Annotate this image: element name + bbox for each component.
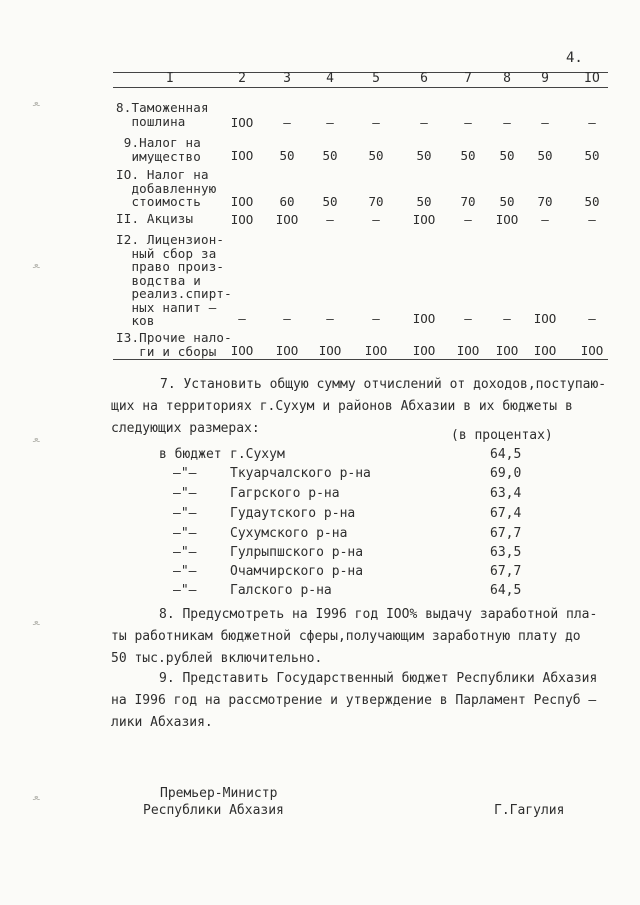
paragraph-9-line-3: лики Абхазия.: [111, 715, 213, 730]
list-item-value: 69,0: [490, 466, 522, 481]
table-cell: IOO: [275, 343, 299, 358]
table-cell: –: [372, 311, 380, 326]
list-item-prefix: –"–: [173, 506, 197, 521]
table-cell: IOO: [230, 148, 254, 163]
table-cell: –: [238, 311, 246, 326]
paragraph-7-line-3: следующих размерах:: [111, 421, 260, 436]
table-cell: 70: [460, 194, 476, 209]
table-cell: 70: [537, 194, 553, 209]
signatory-name: Г.Гагулия: [494, 803, 565, 818]
row-label: IO. Налог на добавленную стоимость: [116, 167, 217, 209]
list-item-value: 63,4: [490, 486, 522, 501]
list-item-prefix: –"–: [173, 545, 197, 560]
list-item-name: Сухумского р-на: [230, 526, 348, 541]
list-item-value: 67,7: [490, 526, 522, 541]
table-cell: IOO: [318, 343, 342, 358]
list-item-prefix: в бюджет: [159, 447, 222, 462]
margin-mark: ﻌ: [33, 96, 40, 109]
list-item-prefix: –"–: [173, 583, 197, 598]
table-cell: –: [588, 311, 596, 326]
column-header: 3: [283, 71, 291, 86]
table-cell: –: [588, 212, 596, 227]
table-cell: –: [464, 212, 472, 227]
row-label: II. Акцизы: [116, 211, 194, 226]
table-cell: –: [464, 115, 472, 130]
table-cell: IOO: [230, 212, 254, 227]
table-cell: –: [541, 212, 549, 227]
margin-mark: ﻌ: [33, 790, 40, 803]
table-cell: IOO: [412, 343, 436, 358]
list-item-value: 67,7: [490, 564, 522, 579]
list-item-value: 67,4: [490, 506, 522, 521]
table-cell: 50: [537, 148, 553, 163]
table-cell: IOO: [412, 212, 436, 227]
table-cell: IOO: [230, 194, 254, 209]
table-cell: –: [326, 311, 334, 326]
list-item-name: Гулрыпшского р-на: [230, 545, 364, 560]
table-cell: –: [464, 311, 472, 326]
column-header: 6: [420, 71, 428, 86]
paragraph-8-line-3: 50 тыс.рублей включительно.: [111, 651, 323, 666]
margin-mark: ﻌ: [33, 258, 40, 271]
table-cell: 50: [279, 148, 295, 163]
table-cell: IOO: [456, 343, 480, 358]
row-label: 8.Таможенная пошлина: [116, 100, 209, 129]
list-item-prefix: –"–: [173, 564, 197, 579]
column-header: 8: [503, 71, 511, 86]
table-cell: IOO: [580, 343, 604, 358]
table-cell: IOO: [364, 343, 388, 358]
table-cell: –: [541, 115, 549, 130]
margin-mark: ﻌ: [33, 615, 40, 628]
table-cell: 50: [460, 148, 476, 163]
table-cell: IOO: [495, 212, 519, 227]
list-item-name: Галского р-на: [230, 583, 332, 598]
row-label: 9.Налог на имущество: [123, 135, 201, 164]
table-cell: –: [372, 212, 380, 227]
table-cell: IOO: [275, 212, 299, 227]
signatory-title-line-1: Премьер-Министр: [160, 786, 278, 801]
column-header: 5: [372, 71, 380, 86]
unit-note: (в процентах): [451, 428, 553, 443]
column-header: I: [166, 71, 174, 86]
list-item-name: Ткуарчалского р-на: [230, 466, 371, 481]
list-item-value: 64,5: [490, 583, 522, 598]
table-cell: 50: [499, 148, 515, 163]
margin-mark: ﻌ: [33, 432, 40, 445]
table-cell: 70: [368, 194, 384, 209]
table-cell: –: [326, 115, 334, 130]
table-cell: IOO: [230, 343, 254, 358]
paragraph-7-line-1: 7. Установить общую сумму отчислений от доходов,поступаю-: [160, 377, 607, 392]
row-label: I2. Лицензион- ный сбор за право произ- водства и реализ.спирт- ных напит – ков: [116, 232, 232, 328]
list-item-name: г.Сухум: [230, 447, 285, 462]
table-cell: 50: [322, 194, 338, 209]
paragraph-9-line-1: 9. Представить Государственный бюджет Республики Абхазия: [159, 671, 598, 686]
table-cell: 50: [416, 148, 432, 163]
page-number: 4.: [566, 50, 583, 66]
table-cell: 50: [584, 194, 600, 209]
table-cell: IOO: [230, 115, 254, 130]
paragraph-9-line-2: на I996 год на рассмотрение и утверждение в Парламент Респуб –: [111, 693, 597, 708]
list-item-name: Очамчирского р-на: [230, 564, 364, 579]
paragraph-8-line-1: 8. Предусмотреть на I996 год IOO% выдачу заработной пла-: [159, 607, 598, 622]
list-item-prefix: –"–: [173, 466, 197, 481]
table-cell: 60: [279, 194, 295, 209]
list-item-prefix: –"–: [173, 526, 197, 541]
table-cell: IOO: [533, 343, 557, 358]
column-header: IO: [584, 71, 600, 86]
table-cell: 50: [368, 148, 384, 163]
table-bottom-rule: [113, 359, 608, 360]
table-cell: 50: [499, 194, 515, 209]
table-cell: IOO: [412, 311, 436, 326]
table-header-rule: [113, 87, 608, 88]
paragraph-8-line-2: ты работникам бюджетной сферы,получающим заработную плату до: [111, 629, 581, 644]
table-cell: –: [283, 311, 291, 326]
table-cell: 50: [416, 194, 432, 209]
list-item-name: Гудаутского р-на: [230, 506, 356, 521]
list-item-value: 63,5: [490, 545, 522, 560]
column-header: 7: [464, 71, 472, 86]
column-header: 4: [326, 71, 334, 86]
column-header: 9: [541, 71, 549, 86]
table-cell: IOO: [495, 343, 519, 358]
list-item-value: 64,5: [490, 447, 522, 462]
row-label: I3.Прочие нало- ги и сборы: [116, 330, 232, 359]
table-cell: 50: [322, 148, 338, 163]
table-cell: –: [420, 115, 428, 130]
list-item-name: Гагрского р-на: [230, 486, 340, 501]
list-item-prefix: –"–: [173, 486, 197, 501]
column-header: 2: [238, 71, 246, 86]
table-cell: –: [283, 115, 291, 130]
table-cell: –: [372, 115, 380, 130]
table-cell: IOO: [533, 311, 557, 326]
signatory-title-line-2: Республики Абхазия: [143, 803, 284, 818]
table-cell: –: [588, 115, 596, 130]
table-cell: –: [503, 115, 511, 130]
paragraph-7-line-2: щих на территориях г.Сухум и районов Абхазии в их бюджеты в: [111, 399, 573, 414]
table-cell: –: [326, 212, 334, 227]
table-cell: 50: [584, 148, 600, 163]
table-cell: –: [503, 311, 511, 326]
